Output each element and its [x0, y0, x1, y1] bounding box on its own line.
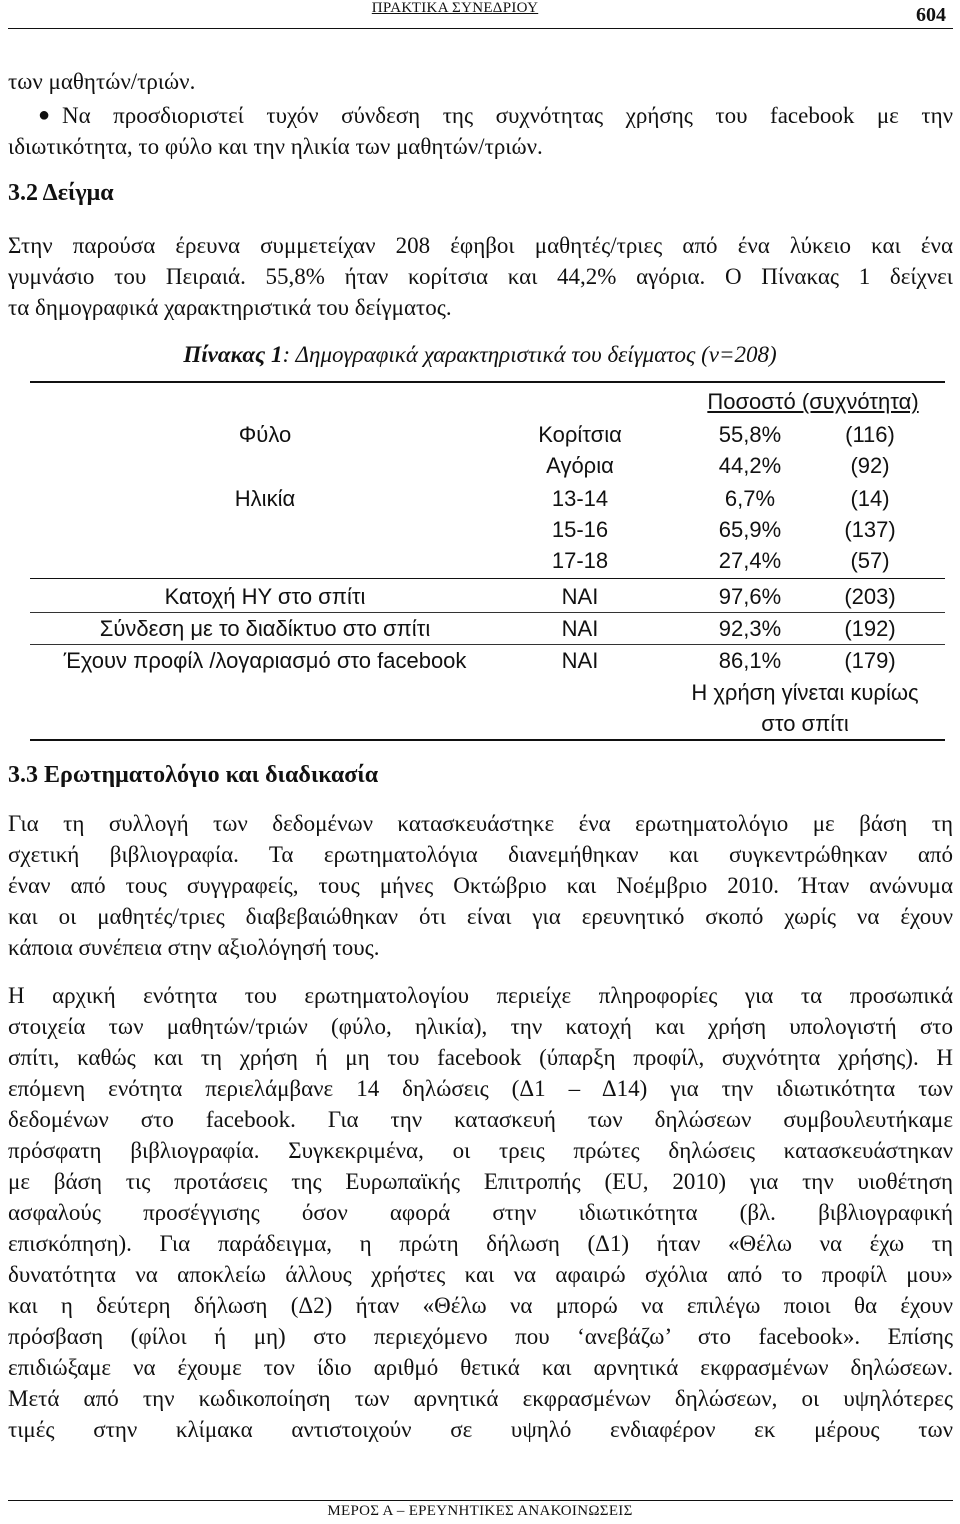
- paragraph-line: δυνατότητα να αποκλείω άλλους χρήστες και να αφαιρώ σχόλια από το προφίλ μου»: [8, 1262, 953, 1287]
- table-row-percent: 97,6%: [718, 584, 782, 609]
- table-row-count: (57): [850, 548, 890, 573]
- header-rule: [8, 28, 953, 29]
- table-row-label: Έχουν προφίλ /λογαριασμό στο facebook: [63, 648, 467, 673]
- paragraph-line: κάποια συνέπεια στην αξιολόγησή τους.: [8, 935, 380, 960]
- table-row-percent: 65,9%: [718, 517, 782, 542]
- running-header: ΠΡΑΚΤΙΚΑ ΣΥΝΕΔΡΙΟΥ: [371, 0, 539, 16]
- bullet-item: [8, 100, 953, 162]
- table-row-count: (192): [844, 616, 896, 641]
- table-row-count: (14): [850, 486, 890, 511]
- paragraph-line: Μετά από την κωδικοποίηση των αρνητικά εκφρασμένων δηλώσεων, οι υψηλότερες: [8, 1386, 953, 1411]
- page-number: 604: [916, 4, 946, 26]
- paragraph-line: πρόσβαση (φίλοι ή μη) στο περιεχόμενο που ‘ανεβάζω’ στο facebook». Επίσης: [8, 1324, 953, 1349]
- table-row-category: 13-14: [551, 486, 609, 511]
- table-row-category: 17-18: [551, 548, 609, 573]
- paragraph-line: με βάση τις προτάσεις της Ευρωπαϊκής Επιτροπής (EU, 2010) για την υιοθέτηση: [8, 1169, 953, 1194]
- paragraph-line: δεδομένων στο facebook. Για την κατασκευή των δηλώσεων συμβουλευτήκαμε: [8, 1107, 953, 1132]
- table-top-rule: [30, 381, 945, 383]
- table-mid-rule: [30, 578, 945, 579]
- footer-rule: [8, 1500, 953, 1501]
- paragraph-line: επισκόπηση). Για παράδειγμα, η πρώτη δήλωση (Δ1) ήταν «Θέλω να έχω τη: [8, 1231, 953, 1256]
- table-row-category: ΝΑΙ: [561, 584, 599, 609]
- paragraph-line: στοιχεία των μαθητών/τριών (φύλο, ηλικία), την κατοχή και χρήση υπολογιστή στο: [8, 1014, 953, 1039]
- table-row-label: Κατοχή ΗΥ στο σπίτι: [164, 584, 366, 609]
- table-column-header: Ποσοστό (συχνότητα): [707, 389, 919, 414]
- paragraph-line: έναν από τους συγγραφείς, τους μήνες Οκτώβριο και Νοέμβριο 2010. Ήταν ανώνυμα: [8, 873, 953, 898]
- table-row-rule: [30, 644, 945, 645]
- paragraph-line: πρόσφατη βιβλιογραφία. Συγκεκριμένα, οι τρεις πρώτες δηλώσεις κατασκευάστηκαν: [8, 1138, 953, 1163]
- table-caption: [0, 340, 960, 370]
- table-row-percent: 86,1%: [718, 648, 782, 673]
- paragraph-line: τα δημογραφικά χαρακτηριστικά του δείγματος.: [8, 295, 452, 320]
- bullet-text-line-2: ιδιωτικότητα, το φύλο και την ηλικία των μαθητών/τριών.: [8, 134, 543, 159]
- paragraph-line: σπίτι, καθώς και τη χρήση ή μη του facebook (ύπαρξη προφίλ, συχνότητα χρήσης). Η: [8, 1045, 953, 1070]
- paragraph-line: και η δεύτερη δήλωση (Δ2) ήταν «Θέλω να μπορώ να επιλέγω ποιοι θα έχουν: [8, 1293, 953, 1318]
- table-row-label: Φύλο: [238, 422, 292, 447]
- table-row-rule: [30, 612, 945, 613]
- running-footer: ΜΕΡΟΣ Α – ΕΡΕΥΝΗΤΙΚΕΣ ΑΝΑΚΟΙΝΩΣΕΙΣ: [327, 1503, 633, 1519]
- table-row-percent: 44,2%: [718, 453, 782, 478]
- section-heading-3-3: 3.3 Ερωτηματολόγιο και διαδικασία: [8, 762, 379, 788]
- intro-line: των μαθητών/τριών.: [8, 69, 196, 94]
- table-row-percent: 27,4%: [718, 548, 782, 573]
- table-row-count: (179): [844, 648, 896, 673]
- table-row-count: (92): [850, 453, 890, 478]
- bullet-text-line-1: Να προσδιοριστεί τυχόν σύνδεση της συχνότητας χρήσης του facebook με την: [62, 103, 953, 128]
- table-row-label: Σύνδεση με το διαδίκτυο στο σπίτι: [99, 616, 431, 641]
- paragraph-line: ασφαλούς προσέγγισης όσον αφορά στην ιδιωτικότητα (βλ. βιβλιογραφική: [8, 1200, 953, 1225]
- table-note: [660, 677, 950, 739]
- paragraph-line: επόμενη ενότητα περιελάμβανε 14 δηλώσεις (Δ1 – Δ14) για την ιδιωτικότητα των: [8, 1076, 953, 1101]
- paragraph-line: σχετική βιβλιογραφία. Τα ερωτηματολόγια διανεμήθηκαν και συγκεντρώθηκαν από: [8, 842, 953, 867]
- bullet-icon: ●: [38, 104, 51, 126]
- paragraph-line: Στην παρούσα έρευνα συμμετείχαν 208 έφηβοι μαθητές/τριες από ένα λύκειο και ένα: [8, 233, 953, 258]
- table-row-percent: 92,3%: [718, 616, 782, 641]
- table-row-category: Κορίτσια: [538, 422, 622, 447]
- table-row-category: Αγόρια: [546, 453, 614, 478]
- table-row-percent: 55,8%: [718, 422, 782, 447]
- table-bottom-rule: [30, 739, 945, 741]
- section-3-3-paragraph-2: [8, 980, 953, 1445]
- paragraph-line: Για τη συλλογή των δεδομένων κατασκευάστηκε ένα ερωτηματολόγιο με βάση τη: [8, 811, 953, 836]
- table-row-category: 15-16: [551, 517, 609, 542]
- paragraph-line: επιδιώξαμε να έχουμε τον ίδιο αριθμό θετικά και αρνητικά εκφρασμένων δηλώσεων.: [8, 1355, 953, 1380]
- paragraph-line: τιμές στην κλίμακα αντιστοιχούν σε υψηλό ενδιαφέρον εκ μέρους των: [8, 1417, 953, 1442]
- table-note-line: στο σπίτι: [761, 711, 849, 736]
- table-row-category: ΝΑΙ: [561, 616, 599, 641]
- table-row-percent: 6,7%: [724, 486, 776, 511]
- section-heading-3-2: 3.2 Δείγμα: [8, 180, 114, 206]
- section-3-2-paragraph: [8, 230, 953, 323]
- table-row-label: Ηλικία: [234, 486, 296, 511]
- paragraph-line: και οι μαθητές/τριες διαβεβαιώθηκαν ότι είναι για ερευνητικό σκοπό χωρίς να έχουν: [8, 904, 953, 929]
- table-row-count: (116): [845, 422, 895, 447]
- paragraph-line: γυμνάσιο του Πειραιά. 55,8% ήταν κορίτσια και 44,2% αγόρια. Ο Πίνακας 1 δείχνει: [8, 264, 953, 289]
- table-row-count: (203): [844, 584, 896, 609]
- section-3-3-paragraph-1: [8, 808, 953, 963]
- table-caption-text: : Δημογραφικά χαρακτηριστικά του δείγματος (ν=208): [282, 342, 777, 367]
- table-note-line: Η χρήση γίνεται κυρίως: [691, 680, 919, 705]
- table-caption-label: Πίνακας 1: [183, 342, 283, 367]
- table-row-category: ΝΑΙ: [561, 648, 599, 673]
- paragraph-line: Η αρχική ενότητα του ερωτηματολογίου περιείχε πληροφορίες για τα προσωπικά: [8, 983, 953, 1008]
- table-row-count: (137): [844, 517, 896, 542]
